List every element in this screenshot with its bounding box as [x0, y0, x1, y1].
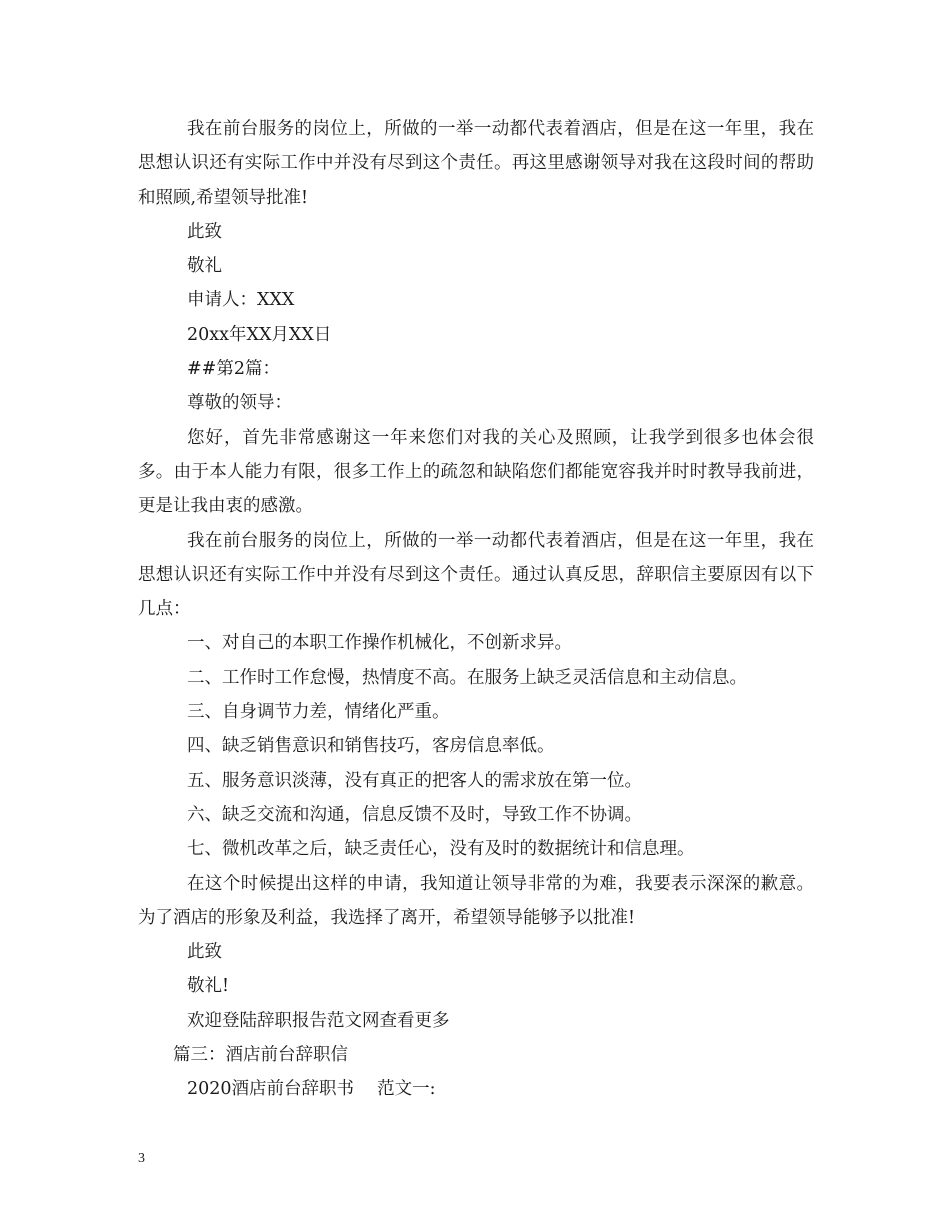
paragraph: 我在前台服务的岗位上，所做的一举一动都代表着酒店，但是在这一年里，我在思想认识还有实际工作中并没有尽到这个责任。通过认真反思，辞职信主要原因有以下几点： — [138, 530, 814, 620]
document-body — [138, 112, 814, 1107]
page-number: 3 — [138, 1151, 145, 1166]
list-item: 一、对自己的本职工作操作机械化，不创新求异。 — [187, 633, 572, 654]
paragraph: 您好，首先非常感谢这一年来您们对我的关心及照顾，让我学到很多也体会很多。由于本人能力有限，很多工作上的疏忽和缺陷您们都能宽容我并时时教导我前进，更是让我由衷的感激。 — [138, 427, 814, 517]
text-line: 20xx年XX月XX日 — [187, 324, 332, 345]
list-item: 四、缺乏销售意识和销售技巧，客房信息率低。 — [187, 736, 555, 757]
list-item: 七、微机改革之后，缺乏责任心，没有及时的数据统计和信息理。 — [187, 839, 695, 860]
text-line: 敬礼! — [187, 976, 230, 997]
text-line: 敬礼 — [187, 256, 222, 277]
section-heading: 篇三：酒店前台辞职信 — [173, 1045, 348, 1066]
paragraph: 在这个时候提出这样的申请，我知道让领导非常的为难，我要表示深深的歉意。为了酒店的形象及利益，我选择了离开，希望领导能够予以批准! — [138, 873, 814, 928]
section-heading: ##第2篇： — [187, 359, 280, 380]
list-item: 二、工作时工作怠慢，热情度不高。在服务上缺乏灵活信息和主动信息。 — [187, 667, 747, 688]
paragraph: 我在前台服务的岗位上，所做的一举一动都代表着酒店，但是在这一年里，我在思想认识还有实际工作中并没有尽到这个责任。再这里感谢领导对我在这段时间的帮助和照顾,希望领导批准! — [138, 119, 814, 208]
text-line: 欢迎登陆辞职报告范文网查看更多 — [187, 1010, 450, 1031]
list-item: 六、缺乏交流和沟通，信息反馈不及时，导致工作不协调。 — [187, 804, 642, 825]
list-item: 五、服务意识淡薄，没有真正的把客人的需求放在第一位。 — [187, 770, 642, 791]
text-line: 申请人：XXX — [187, 290, 295, 311]
list-item: 三、自身调节力差，情绪化严重。 — [187, 702, 450, 723]
text-line: 此致 — [187, 221, 222, 242]
salutation: 尊敬的领导： — [187, 393, 292, 414]
text-line: 2020酒店前台辞职书 范文一: — [187, 1079, 436, 1100]
text-line: 此致 — [187, 942, 222, 963]
